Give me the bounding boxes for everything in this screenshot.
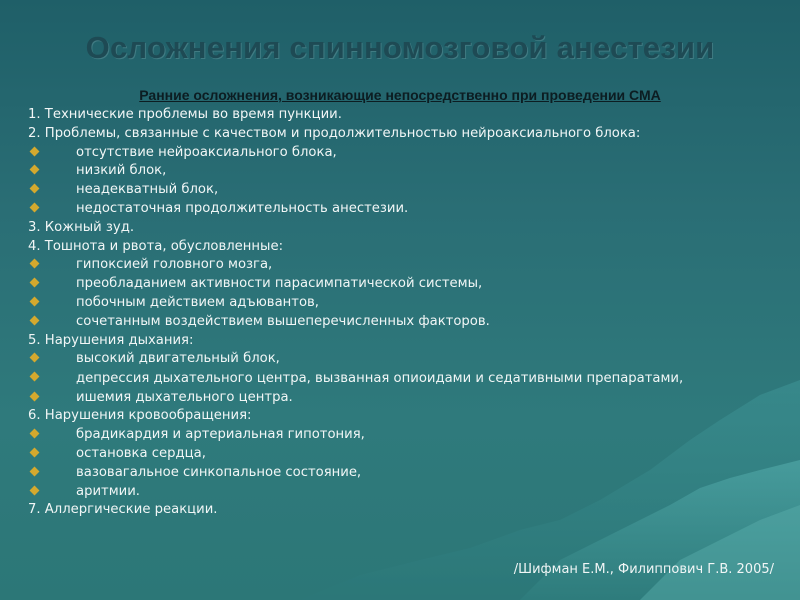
list-item-text: недостаточная продолжительность анестезии. — [76, 200, 409, 216]
list-item-text: высокий двигательный блок, — [76, 351, 280, 367]
list-item-text: преобладанием активности парасимпатической системы, — [76, 276, 483, 292]
list-item-text: побочным действием адъювантов, — [76, 294, 319, 310]
diamond-bullet-icon — [30, 165, 40, 175]
list-item — [28, 181, 748, 200]
list-item — [28, 350, 748, 369]
list-item-text: вазовагальное синкопальное состояние, — [76, 464, 362, 480]
complications-list — [28, 106, 748, 520]
list-item-text: ишемия дыхательного центра. — [76, 389, 293, 405]
list-item: 4. Тошнота и рвота, обусловленные: — [28, 238, 284, 254]
diamond-bullet-icon — [30, 353, 40, 363]
list-item — [28, 483, 748, 502]
list-item-text: гипоксией головного мозга, — [76, 257, 273, 273]
citation: /Шифман Е.М., Филиппович Г.В. 2005/ — [513, 562, 774, 577]
list-item: 6. Нарушения кровообращения: — [28, 408, 252, 424]
diamond-bullet-icon — [30, 184, 40, 194]
list-item-text: депрессия дыхательного центра, вызванная опиоидами и седативными препаратами, — [76, 371, 684, 387]
list-item-text: неадекватный блок, — [76, 182, 219, 198]
list-item — [28, 369, 716, 389]
list-item — [28, 389, 748, 408]
list-item-text: сочетанным воздействием вышеперечисленных факторов. — [76, 313, 490, 329]
list-item — [28, 256, 748, 275]
diamond-bullet-icon — [30, 448, 40, 458]
diamond-bullet-icon — [30, 203, 40, 213]
diamond-bullet-icon — [30, 466, 40, 476]
list-item: 3. Кожный зуд. — [28, 219, 135, 235]
list-item-text: брадикардия и артериальная гипотония, — [76, 427, 365, 443]
list-item — [28, 313, 748, 332]
diamond-bullet-icon — [30, 391, 40, 401]
list-item — [28, 162, 748, 181]
list-item — [28, 200, 748, 219]
list-item: 2. Проблемы, связанные с качеством и продолжительностью нейроаксиального блока: — [28, 125, 641, 141]
list-item — [28, 144, 748, 163]
diamond-bullet-icon — [30, 429, 40, 439]
list-item-text: отсутствие нейроаксиального блока, — [76, 144, 337, 160]
diamond-bullet-icon — [30, 297, 40, 307]
diamond-bullet-icon — [30, 259, 40, 269]
list-item — [28, 445, 748, 464]
slide-subtitle: Ранние осложнения, возникающие непосредственно при проведении СМА — [139, 87, 661, 103]
list-item — [28, 464, 748, 483]
diamond-bullet-icon — [30, 146, 40, 156]
list-item-text: аритмии. — [76, 483, 140, 499]
list-item-text: остановка сердца, — [76, 446, 206, 462]
list-item — [28, 275, 748, 294]
diamond-bullet-icon — [30, 278, 40, 288]
list-item — [28, 294, 748, 313]
list-item-text: низкий блок, — [76, 163, 167, 179]
list-item: 5. Нарушения дыхания: — [28, 332, 194, 348]
diamond-bullet-icon — [30, 372, 40, 382]
diamond-bullet-icon — [30, 315, 40, 325]
list-item: 1. Технические проблемы во время пункции. — [28, 107, 342, 122]
slide-title: Осложнения спинномозговой анестезии — [85, 30, 715, 65]
list-item: 7. Аллергические реакции. — [28, 502, 218, 518]
diamond-bullet-icon — [30, 485, 40, 495]
list-item — [28, 426, 748, 445]
